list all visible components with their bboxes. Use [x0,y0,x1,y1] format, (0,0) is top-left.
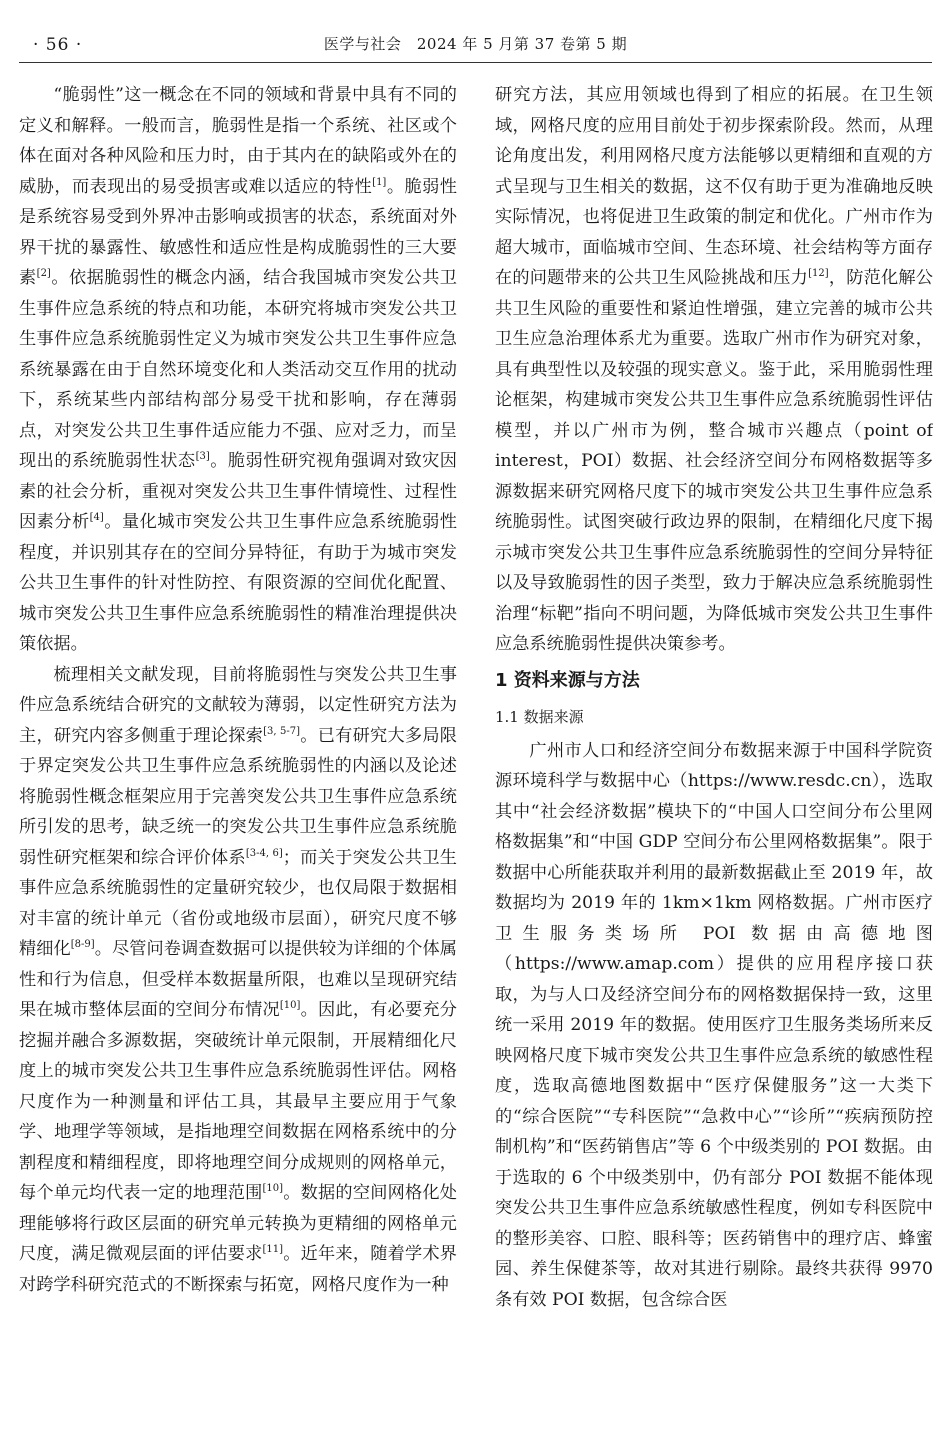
citation: [10] [262,1183,284,1194]
subsection-heading: 1.1 数据来源 [495,707,584,726]
right-column [495,80,933,1410]
page-number: · 56 · [33,35,83,55]
paragraph-grid-scale-continued: 研究方法，其应用领域也得到了相应的拓展。在卫生领域，网格尺度的应用目前处于初步探索阶段。然而，从理论角度出发，利用网格尺度方法能够以更精细和直观的方式呈现与卫生相关的数据，这不仅有助于更为准确地反映实际情况，也将促进卫生政策的制定和优化。广州市作为超大城市，面临城市空间、生态环境、社会结构等方面存在的问题带来的公共卫生风险挑战和压力[12]，防范化解公共卫生风险的重要性和紧迫性增强，建立完善的城市公共卫生应急治理体系尤为重要。选取广州市作为研究对象，具有典型性以及较强的现实意义。鉴于此，采用脆弱性理论框架，构建城市突发公共卫生事件应急系统脆弱性评估模型，并以广州市为例，整合城市兴趣点（point of interest，POI）数据、社会经济空间分布网格数据等多源数据来研究网格尺度下的城市突发公共卫生事件应急系统脆弱性。试图突破行政边界的限制，在精细化尺度下揭示城市突发公共卫生事件应急系统脆弱性的空间分异特征以及导致脆弱性的因子类型，致力于解决应急系统脆弱性治理“标靶”指向不明问题，为降低城市突发公共卫生事件应急系统脆弱性提供决策参考。 [495,85,933,654]
paragraph-literature-review: 梳理相关文献发现，目前将脆弱性与突发公共卫生事件应急系统结合研究的文献较为薄弱，以定性研究方法为主，研究内容多侧重于理论探索[3, 5-7]。已有研究大多局限于界定突发公共卫生事件应急系统脆弱性的内涵以及论述将脆弱性概念框架应用于完善突发公共卫生事件应急系统所引发的思考，缺乏统一的突发公共卫生事件应急系统脆弱性研究框架和综合评价体系[3-4, 6]；而关于突发公共卫生事件应急系统脆弱性的定量研究较少，也仅局限于数据相对丰富的统计单元（省份或地级市层面），研究尺度不够精细化[8-9]。尽管问卷调查数据可以提供较为详细的个体属性和行为信息，但受样本数据量所限，也难以呈现研究结果在城市整体层面的空间分布情况[10]。因此，有必要充分挖掘并融合多源数据，突破统计单元限制，开展精细化尺度上的城市突发公共卫生事件应急系统脆弱性评估。网格尺度作为一种测量和评估工具，其最早主要应用于气象学、地理学等领域，是指地理空间数据在网格系统中的分割程度和精细程度，即将地理空间分成规则的网格单元，每个单元均代表一定的地理范围[10]。数据的空间网格化处理能够将行政区层面的研究单元转换为更精细的网格单元尺度，满足微观层面的评估要求[11]。近年来，随着学术界对跨学科研究范式的不断探索与拓宽，网格尺度作为一种 [19,664,457,1295]
journal-title: 医学与社会 2024 年 5 月第 37 卷第 5 期 [323,35,628,53]
paragraph-vulnerability-definition: “脆弱性”这一概念在不同的领域和背景中具有不同的定义和解释。一般而言，脆弱性是指一个系统、社区或个体在面对各种风险和压力时，由于其内在的缺陷或外在的威胁，而表现出的易受损害或难以适应的特性[1]。脆弱性是系统容易受到外界冲击影响或损害的状态，系统面对外界干扰的暴露性、敏感性和适应性是构成脆弱性的三大要素[2]。依据脆弱性的概念内涵，结合我国城市突发公共卫生事件应急系统的特点和功能，本研究将城市突发公共卫生事件应急系统脆弱性定义为城市突发公共卫生事件应急系统暴露在由于自然环境变化和人类活动交互作用的扰动下，系统某些内部结构部分易受干扰和影响，存在薄弱点，对突发公共卫生事件适应能力不强、应对乏力，而呈现出的系统脆弱性状态[3]。脆弱性研究视角强调对致灾因素的社会分析，重视对突发公共卫生事件情境性、过程性因素分析[4]。量化城市突发公共卫生事件应急系统脆弱性程度，并识别其存在的空间分异特征，有助于为城市突发公共卫生事件的针对性防控、有限资源的空间优化配置、城市突发公共卫生事件应急系统脆弱性的精准治理提供决策依据。 [19,85,457,654]
citation: [4] [89,512,104,523]
citation: [11] [262,1244,284,1255]
citation: [3, 5-7] [263,725,301,737]
section-heading: 1 资料来源与方法 [495,669,640,691]
citation: [1] [372,176,387,188]
citation: [2] [36,268,51,279]
citation: [3-4, 6] [245,847,283,859]
paragraph-data-sources: 广州市人口和经济空间分布数据来源于中国科学院资源环境科学与数据中心（https://www.resdc.cn），选取其中“社会经济数据”模块下的“中国人口空间分布公里网格数据集”和“中国 GDP 空间分布公里网格数据集”。限于数据中心所能获取并利用的最新数据截止至 2019 年，故数据均为 2019 年的 1km×1km 网格数据。广州市医疗卫生服务类场所 POI 数据由高德地图（https://www.amap.com）提供的应用程序接口获取，为与人口及经济空间分布的网格数据保持一致，这里统一采用 2019 年的数据。使用医疗卫生服务类场所来反映网格尺度下城市突发公共卫生事件应急系统的敏感性程度，选取高德地图数据中“医疗保健服务”这一大类下的“综合医院”“专科医院”“急救中心”“诊所”“疾病预防控制机构”和“医药销售店”等 6 个中级类别的 POI 数据。由于选取的 6 个中级类别中，仍有部分 POI 数据不能体现突发公共卫生事件应急系统敏感性程度，例如专科医院中的整形美容、口腔、眼科等；医药销售中的理疗店、蜂蜜园、养生保健茶等，故对其进行剔除。最终共获得 9970 条有效 POI 数据，包含综合医 [495,740,933,1310]
page-header [19,22,932,56]
citation: [3] [195,451,210,462]
citation: [10] [279,1000,301,1011]
left-column [19,80,457,1410]
citation: [12] [808,268,829,279]
citation: [8-9] [70,939,95,950]
header-rule [19,62,932,63]
